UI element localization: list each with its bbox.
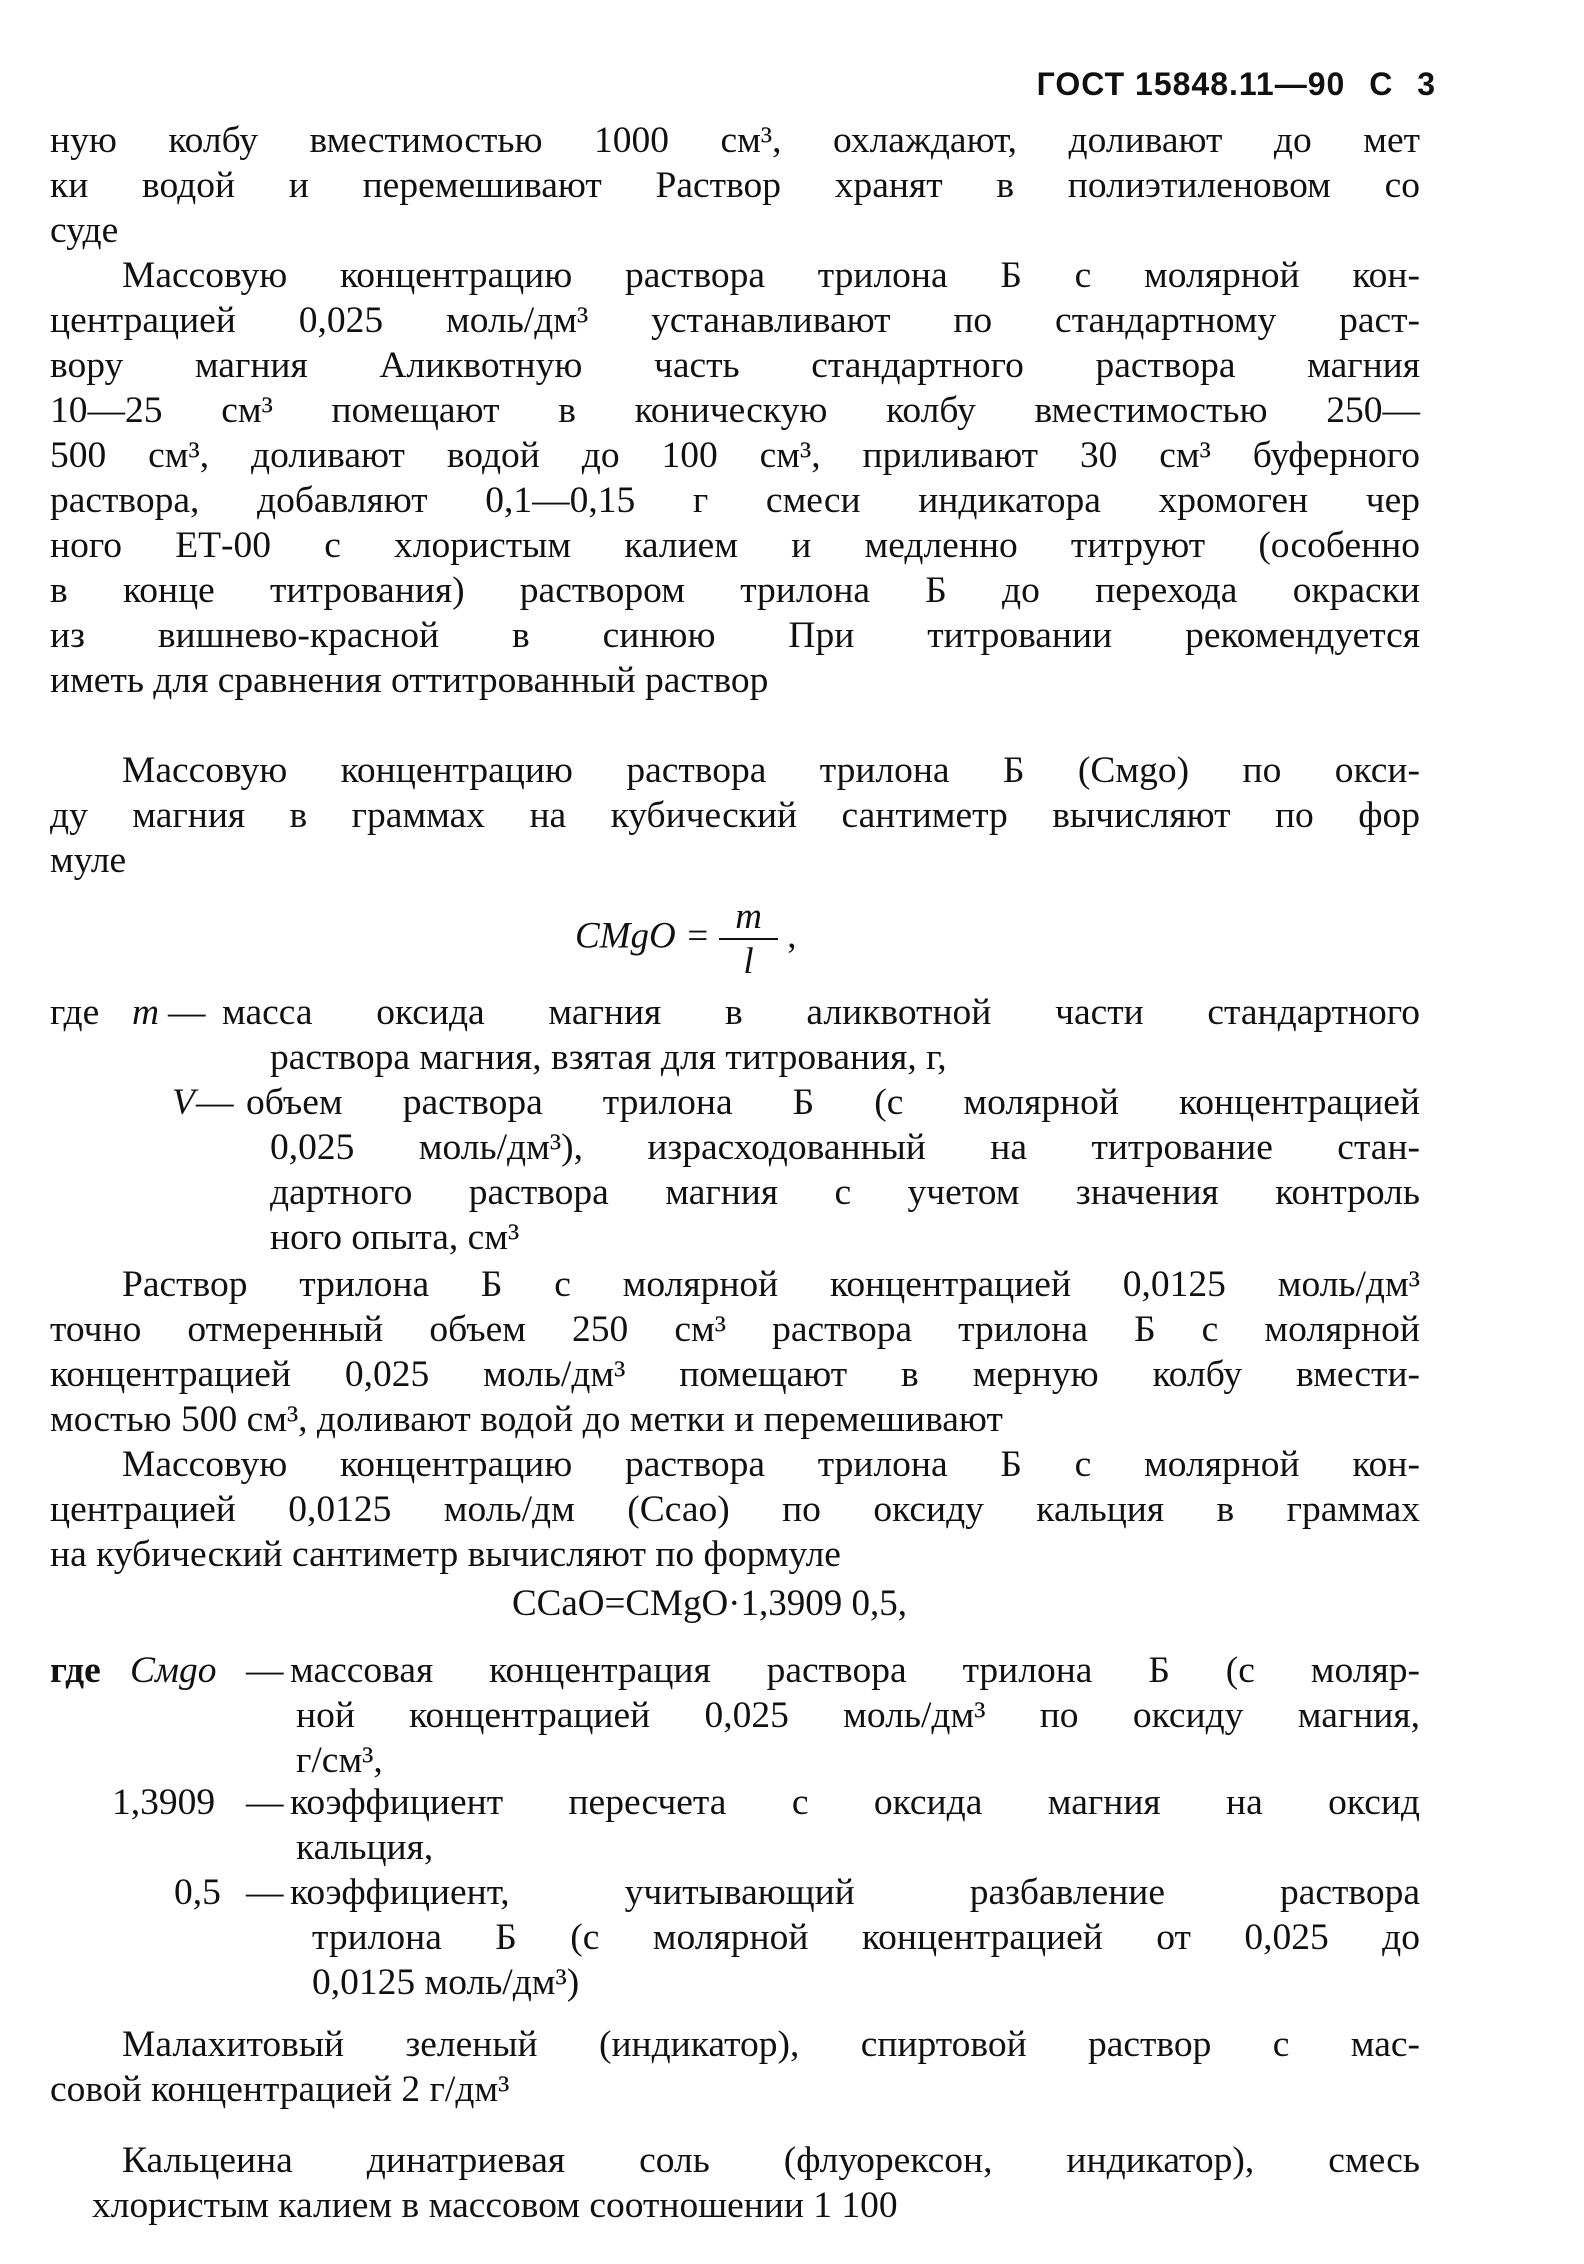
formula-numerator: m: [719, 895, 778, 940]
definition-line: кальция,: [296, 1827, 434, 1868]
page-number: 3: [1417, 66, 1436, 102]
text-line: мостью 500 см³, доливают водой до метки и перемешивают: [50, 1399, 1003, 1440]
text-line: хлористым калием в массовом соотношении 1 100: [92, 2185, 898, 2226]
definition-line: масса оксида магния в аликвотной части стандартного: [222, 992, 1420, 1033]
definition-dash: —: [168, 992, 206, 1033]
paragraph-6: [50, 2022, 1420, 2112]
definition-line: 0,0125 моль/дм³): [312, 1962, 580, 2003]
text-line: Малахитовый зеленый (индикатор), спиртовой раствор с мас-: [122, 2024, 1420, 2065]
definition-line: г/см³,: [296, 1740, 383, 1781]
text-line: Массовую концентрацию раствора трилона Б с молярной кон-: [122, 1444, 1420, 1485]
paragraph-5: [50, 1442, 1420, 1577]
formula-denominator: l: [743, 941, 754, 982]
definition-symbol: 1,3909: [112, 1782, 216, 1823]
text-line: Раствор трилона Б с молярной концентрацией 0,0125 моль/дм³: [122, 1264, 1420, 1305]
text-line: Массовую концентрацию раствора трилона Б с молярной кон-: [122, 255, 1420, 296]
text-line: раствора, добавляют 0,1—0,15 г смеси индикатора хромоген чер: [50, 480, 1420, 521]
definition-item: [50, 1080, 1420, 1260]
definition-symbol: V: [172, 1082, 195, 1123]
definition-symbol: 0,5: [174, 1872, 221, 1913]
text-line: центрацией 0,025 моль/дм³ устанавливают по стандартному раст-: [50, 300, 1420, 341]
definition-line: раствора магния, взятая для титрования, г,: [270, 1037, 947, 1078]
formula-trail: ,: [787, 915, 797, 957]
text-line: 10—25 см³ помещают в коническую колбу вместимостью 250—: [50, 390, 1420, 431]
definition-line: коэффициент пересчета с оксида магния на оксид: [290, 1782, 1420, 1823]
text-line: вору магния Аликвотную часть стандартного раствора магния: [50, 345, 1420, 386]
text-line: точно отмеренный объем 250 см³ раствора трилона Б с молярной: [50, 1309, 1420, 1350]
paragraph-3: [50, 748, 1420, 883]
text-line: ную колбу вместимостью 1000 см³, охлаждают, доливают до мет: [50, 120, 1420, 161]
definition-item: [50, 1648, 1420, 1780]
text-line: ки водой и перемешивают Раствор хранят в полиэтиленовом со: [50, 165, 1420, 206]
page-header: [1023, 66, 1436, 103]
definition-dash: —: [246, 1872, 284, 1913]
definitions-1: [50, 990, 1420, 1260]
definition-line: коэффициент, учитывающий разбавление раствора: [290, 1872, 1420, 1913]
definitions-2: [50, 1648, 1420, 2005]
formula-cmgo: [575, 895, 796, 983]
text-line: центрацией 0,0125 моль/дм (Cсао) по оксиду кальция в граммах: [50, 1489, 1420, 1530]
paragraph-1: [50, 118, 1420, 253]
definition-line: объем раствора трилона Б (с молярной концентрацией: [246, 1082, 1420, 1123]
formula-fraction: [719, 895, 778, 983]
text-line: концентрацией 0,025 моль/дм³ помещают в мерную колбу вмести-: [50, 1354, 1420, 1395]
text-line: Массовую концентрацию раствора трилона Б (Cмgо) по окси-: [122, 750, 1420, 791]
standard-number: ГОСТ 15848.11—90: [1036, 66, 1346, 102]
text-line: 500 см³, доливают водой до 100 см³, приливают 30 см³ буферного: [50, 435, 1420, 476]
definition-item: [50, 990, 1420, 1080]
definition-line: 0,025 моль/дм³), израсходованный на титрование стан-: [270, 1127, 1420, 1168]
definition-dash: —: [196, 1082, 234, 1123]
definition-symbol: Cмgо: [130, 1650, 217, 1691]
definition-line: трилона Б (с молярной концентрацией от 0,025 до: [312, 1917, 1420, 1958]
text-line: в конце титрования) раствором трилона Б до перехода окраски: [50, 570, 1420, 611]
definition-dash: —: [246, 1782, 284, 1823]
text-line: из вишнево-красной в синюю При титровании рекомендуется: [50, 615, 1420, 656]
paragraph-4: [50, 1262, 1420, 1442]
text-line: Кальцеина динатриевая соль (флуорексон, индикатор), смесь: [122, 2140, 1420, 2181]
text-line: ного ЕТ-00 с хлористым калием и медленно титруют (особенно: [50, 525, 1420, 566]
text-line: муле: [50, 840, 127, 881]
definition-item: [50, 1780, 1420, 1870]
page-letter: С: [1369, 66, 1394, 102]
definition-line: дартного раствора магния с учетом значения контроль: [270, 1172, 1420, 1213]
text-line: на кубический сантиметр вычисляют по формуле: [50, 1534, 841, 1575]
definition-line: ного опыта, см³: [270, 1217, 520, 1258]
formula-ccao: CCaO=CMgO·1,3909 0,5,: [512, 1583, 907, 1624]
text-line: суде: [50, 210, 119, 251]
text-line: ду магния в граммах на кубический сантиметр вычисляют по фор: [50, 795, 1420, 836]
text-line: совой концентрацией 2 г/дм³: [50, 2069, 510, 2110]
formula-lhs: CMgO: [575, 915, 676, 957]
definition-item: [50, 1870, 1420, 2005]
definition-symbol: m: [132, 992, 160, 1033]
paragraph-7: [50, 2138, 1420, 2228]
text-line: иметь для сравнения оттитрованный раствор: [50, 660, 769, 701]
formula-eq: =: [684, 915, 710, 957]
where-label: где: [50, 1650, 101, 1691]
definition-dash: —: [246, 1650, 284, 1691]
paragraph-2: [50, 253, 1420, 703]
definition-line: ной концентрацией 0,025 моль/дм³ по оксиду магния,: [296, 1695, 1420, 1736]
definition-line: массовая концентрация раствора трилона Б (с моляр-: [290, 1650, 1420, 1691]
where-label: где: [50, 992, 100, 1033]
